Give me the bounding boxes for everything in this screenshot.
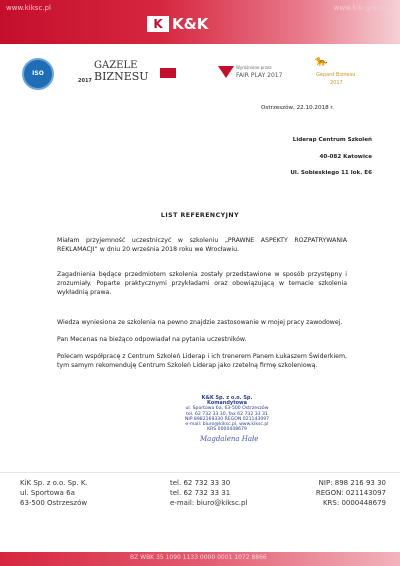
stamp-line-1: K&K Sp. z o.o. Sp. Komandytowa [201, 395, 253, 407]
recipient-line-1: Liderap Centrum Szkoleń [292, 137, 372, 143]
bottom-band [0, 552, 400, 566]
website-left: www.kiksc.pl [6, 4, 51, 12]
footer-phone-1: tel. 62 732 33 30 [170, 479, 231, 487]
fair-play-icon [218, 66, 234, 78]
paragraph-2: Zagadnienia będące przedmiotem szkolenia zostały przedstawione w sposób przystępny i zrozumiały. Poparte praktycznymi przykładami oraz obowiązującą w temacie szkolenia wykładnią prawa. [57, 271, 347, 296]
handwritten-signature: Magdalena Hałe [200, 435, 259, 443]
fair-play-line2: FAIR PLAY 2017 [236, 72, 283, 79]
puls-biznesu-icon [160, 68, 176, 78]
gepard-line2: 2017 [330, 80, 343, 86]
bank-account: BZ WBK 35 1090 1133 0000 0001 1072 8866 [130, 554, 267, 561]
footer-city: 63-500 Ostrzeszów [20, 499, 88, 507]
paragraph-1: Miałam przyjemność uczestniczyć w szkoleniu „PRAWNE ASPEKTY ROZPATRYWANIA REKLAMACJI” w dniu 20 września 2018 roku we Wrocławiu. [57, 237, 347, 253]
footer-street: ul. Sportowa 6a [20, 489, 75, 497]
stamp-line-6: KRS 0000448679 [207, 427, 247, 433]
footer-divider [0, 472, 400, 473]
footer-registration [316, 478, 386, 508]
paragraph-4: Pan Mecenas na bieżąco odpowiadał na pytania uczestników. [57, 336, 247, 343]
stamp-line-4: NIP 8982169330 REGON 021143097 [184, 416, 270, 422]
paragraph-5: Polecam współpracę z Centrum Szkoleń Liderap i ich trenerem Panem Łukaszem Świderkiem, tym samym rekomenduję Centrum Szkoleń Liderap jako rzetelną firmę szkoleniową. [57, 353, 347, 369]
gazele-line2: BIZNESU [94, 70, 149, 83]
letter-title: LIST REFERENCYJNY [160, 212, 240, 219]
footer-krs: KRS: 0000448679 [322, 499, 386, 507]
letter-date: Ostrzeszów, 22.10.2018 r. [261, 105, 334, 111]
recipient-line-3: Ul. Sobieskiego 11 lok. E6 [290, 170, 372, 176]
footer-company [20, 478, 88, 508]
footer-regon: REGON: 021143097 [315, 489, 386, 497]
logo-mark-icon: K [147, 16, 169, 32]
footer-phone-2: tel. 62 732 33 31 [170, 489, 231, 497]
gepard-line1: Gepard Biznesu [316, 72, 356, 78]
footer-company-name: KiK Sp. z o.o. Sp. K. [20, 479, 88, 487]
fair-play-line1: Wyróżnione przez [236, 65, 272, 70]
website-right: www.kik-group.pl [333, 4, 394, 12]
gazele-biznesu-badge [78, 54, 176, 84]
gazele-year: 2017 [78, 78, 92, 84]
stamp-line-2: ul. Sportowa 6a, 63-500 Ostrzeszów [185, 406, 269, 412]
paragraph-3: Wiedza wyniesiona ze szkolenia na pewno znajdzie zastosowanie w mojej pracy zawodowej. [57, 319, 343, 326]
gazele-line1: GAZELE [94, 60, 138, 71]
footer-nip: NIP: 898 216 93 30 [318, 479, 386, 487]
footer-contact [170, 478, 247, 508]
footer-email: e-mail: biuro@kiksc.pl [170, 499, 248, 507]
recipient-line-2: 40-082 Katowice [319, 154, 372, 160]
company-stamp [182, 396, 272, 432]
company-logo [147, 15, 208, 33]
gepard-icon: 🐆 [315, 56, 328, 67]
iso-badge-icon: ISO [22, 58, 54, 90]
stamp-line-5: e-mail: biuro@kiksc.pl, www.kiksc.pl [185, 422, 269, 428]
stamp-line-3: tel. 62 732 33 30, fax 62 732 33 31 [186, 411, 268, 417]
logo-name: K&K [172, 15, 209, 33]
